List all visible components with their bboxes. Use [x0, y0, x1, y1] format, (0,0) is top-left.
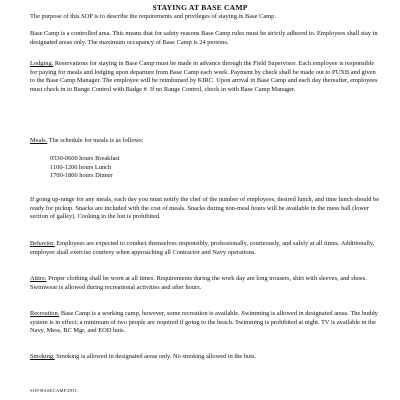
meals-heading: Meals. — [30, 137, 48, 144]
footer-filename: SOP BASECAMP.DOC — [30, 388, 78, 393]
behavior-heading: Behavior. — [30, 240, 55, 247]
attire-text: Proper clothing shall be worn at all times. Requirements during the work day are long trousers, shirt with sleeves, and shoes. Swimwear is allowed during recreational activities and after hours. — [30, 275, 367, 291]
smoking-heading: Smoking. — [30, 353, 55, 360]
recreation-text: Base Camp is a working camp, however, some recreation is available. Swimming is allowed in designated areas. The buddy system is in effect; a minimum of two people are required if going to the beach. Swimming is prohibited at night. TV is available in the Navy, Mess, BC Mgr, and EOD huts. — [30, 310, 378, 335]
attire-heading: Attire. — [30, 275, 47, 282]
lodging-paragraph — [30, 60, 380, 94]
meals-text: The schedule for meals is as follows: — [48, 137, 144, 144]
meal-schedule-item: 0530-0600 hours Breakfast — [50, 155, 120, 162]
intro-paragraph: The purpose of this SOP is to describe the requirements and privileges of staying in Base Camp. — [30, 13, 276, 20]
behavior-text: Employees are expected to conduct themselves responsibly, professionally, courteously, and safely at all times. Additionally, employee shall exercise courtesy when approaching all Contractor and Navy operations. — [30, 240, 375, 256]
base-camp-paragraph: Base Camp is a controlled area. This means that for safety reasons Base Camp rules must be strictly adhered to. Employees shall stay in designated areas only. The maximum occupancy of Base Camp is 24 persons. — [30, 30, 378, 46]
meals-paragraph — [30, 137, 380, 146]
meal-schedule-item: 1700-1800 hours Dinner — [50, 172, 113, 180]
behavior-paragraph — [30, 240, 380, 257]
meal-schedule — [50, 155, 250, 181]
lodging-heading: Lodging. — [30, 60, 54, 67]
document-title: STAYING AT BASE CAMP — [152, 3, 248, 12]
lodging-text: Reservations for staying in Base Camp must be made in advance through the Field Supervisor. Each employee is responsible for paying for meals and lodging upon departure from Base Camp each week. Payment by check shall be made out to PUXB and given to the Base Camp Manager. The employee will be reimbursed by KIRC. Upon arrival in Base Camp and each day thereafter, employees must check in to Range Control with Badge #. If no Range Control, check in with Base Camp Manager. — [30, 60, 378, 93]
up-range-paragraph: If going up-range for any meals, each day you must notify the chef of the number of employees, desired lunch, and time lunch should be ready for pickup. Snacks are included with the cost of meals. Snacks during non-meal hours will be available in the mess hall (lower section of galley). Cooking in the hut is prohibited. — [30, 196, 380, 221]
smoking-text: Smoking is allowed in designated areas only. No smoking allowed in the huts. — [56, 353, 257, 360]
meal-schedule-item: 1100-1200 hours Lunch — [50, 163, 112, 171]
attire-paragraph — [30, 275, 380, 292]
recreation-paragraph — [30, 310, 380, 336]
smoking-paragraph — [30, 353, 380, 362]
recreation-heading: Recreation. — [30, 310, 60, 317]
